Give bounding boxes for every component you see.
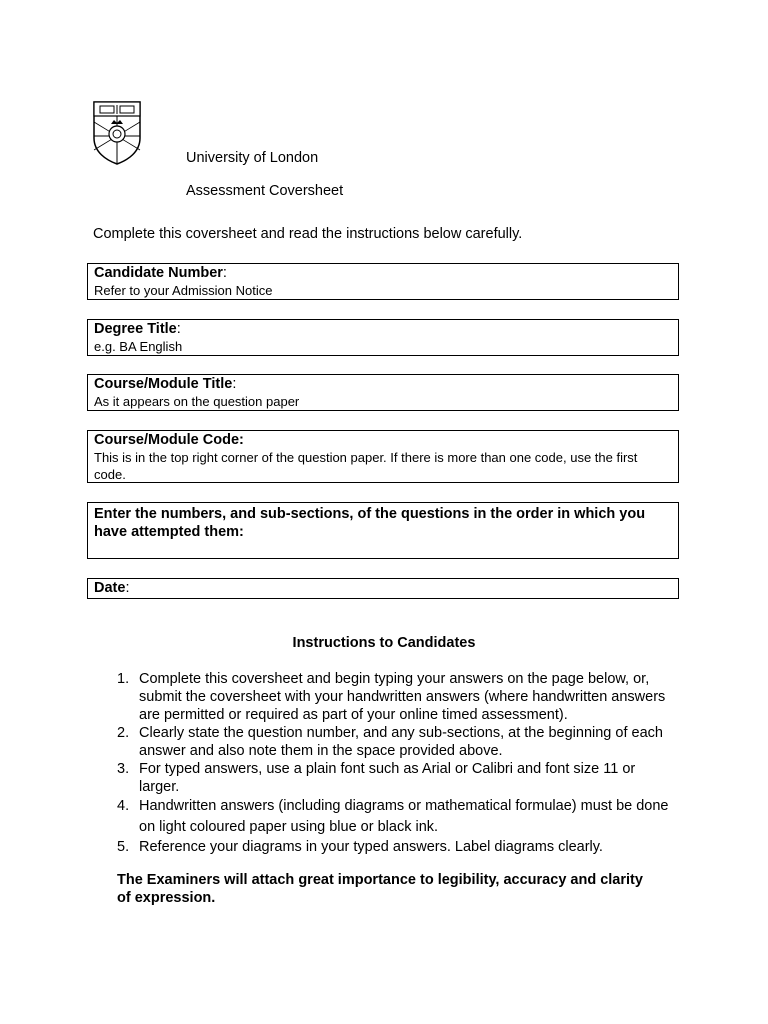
list-item bbox=[117, 838, 677, 856]
university-name: University of London bbox=[186, 150, 319, 166]
list-item-number: 5. bbox=[117, 839, 130, 855]
field-label-text: Course/Module Title bbox=[94, 376, 233, 392]
field-label-text: Course/Module Code: bbox=[94, 432, 244, 448]
university-crest-icon bbox=[92, 100, 142, 166]
course-module-code-field[interactable] bbox=[87, 430, 679, 483]
instructions-title: Instructions to Candidates bbox=[292, 635, 476, 651]
field-label-colon: : bbox=[176, 321, 181, 337]
date-field[interactable] bbox=[87, 578, 679, 599]
sheet-title: Assessment Coversheet bbox=[186, 183, 344, 199]
field-label-colon: : bbox=[125, 580, 130, 596]
questions-attempted-field[interactable] bbox=[87, 502, 679, 559]
list-item-number: 3. bbox=[117, 761, 130, 777]
field-label-text: Degree Title bbox=[94, 321, 177, 337]
field-hint: e.g. BA English bbox=[94, 339, 183, 354]
degree-title-field[interactable] bbox=[87, 319, 679, 356]
list-item-text: Complete this coversheet and begin typing your answers on the page below, or, submit the coversheet with your handwritten answers (where handwritten answers are permitted or required as part of your online timed assessment). bbox=[139, 671, 666, 723]
list-item bbox=[117, 796, 677, 838]
field-label-colon: : bbox=[232, 376, 237, 392]
list-item-text: Clearly state the question number, and any sub-sections, at the beginning of each answer and also note them in the space provided above. bbox=[139, 725, 663, 759]
list-item-number: 4. bbox=[117, 798, 130, 814]
field-hint: This is in the top right corner of the question paper. If there is more than one code, use the first code. bbox=[94, 450, 638, 482]
list-item bbox=[117, 670, 677, 724]
instructions-list bbox=[117, 670, 677, 856]
field-hint: As it appears on the question paper bbox=[94, 394, 300, 409]
list-item bbox=[117, 724, 677, 760]
list-item-number: 2. bbox=[117, 725, 130, 741]
intro-text: Complete this coversheet and read the instructions below carefully. bbox=[93, 226, 523, 242]
field-label bbox=[94, 580, 672, 597]
list-item-text: For typed answers, use a plain font such as Arial or Calibri and font size 11 or larger. bbox=[139, 761, 636, 795]
closing-note: The Examiners will attach great importance to legibility, accuracy and clarity of expression. bbox=[117, 872, 643, 906]
field-label bbox=[94, 432, 672, 449]
field-label bbox=[94, 321, 672, 338]
field-label-colon: : bbox=[222, 265, 227, 281]
course-module-title-field[interactable] bbox=[87, 374, 679, 411]
field-label bbox=[94, 376, 672, 393]
field-label-text: Candidate Number bbox=[94, 265, 223, 281]
list-item bbox=[117, 760, 677, 796]
list-item-text: Handwritten answers (including diagrams or mathematical formulae) must be done on light coloured paper using blue or black ink. bbox=[139, 798, 669, 835]
list-item-number: 1. bbox=[117, 671, 130, 687]
field-label bbox=[94, 265, 672, 282]
candidate-number-field[interactable] bbox=[87, 263, 679, 300]
field-label-text: Enter the numbers, and sub-sections, of the questions in the order in which you have attempted them: bbox=[94, 506, 646, 540]
field-hint: Refer to your Admission Notice bbox=[94, 283, 273, 298]
field-label-text: Date bbox=[94, 580, 126, 596]
list-item-text: Reference your diagrams in your typed answers. Label diagrams clearly. bbox=[139, 839, 603, 855]
